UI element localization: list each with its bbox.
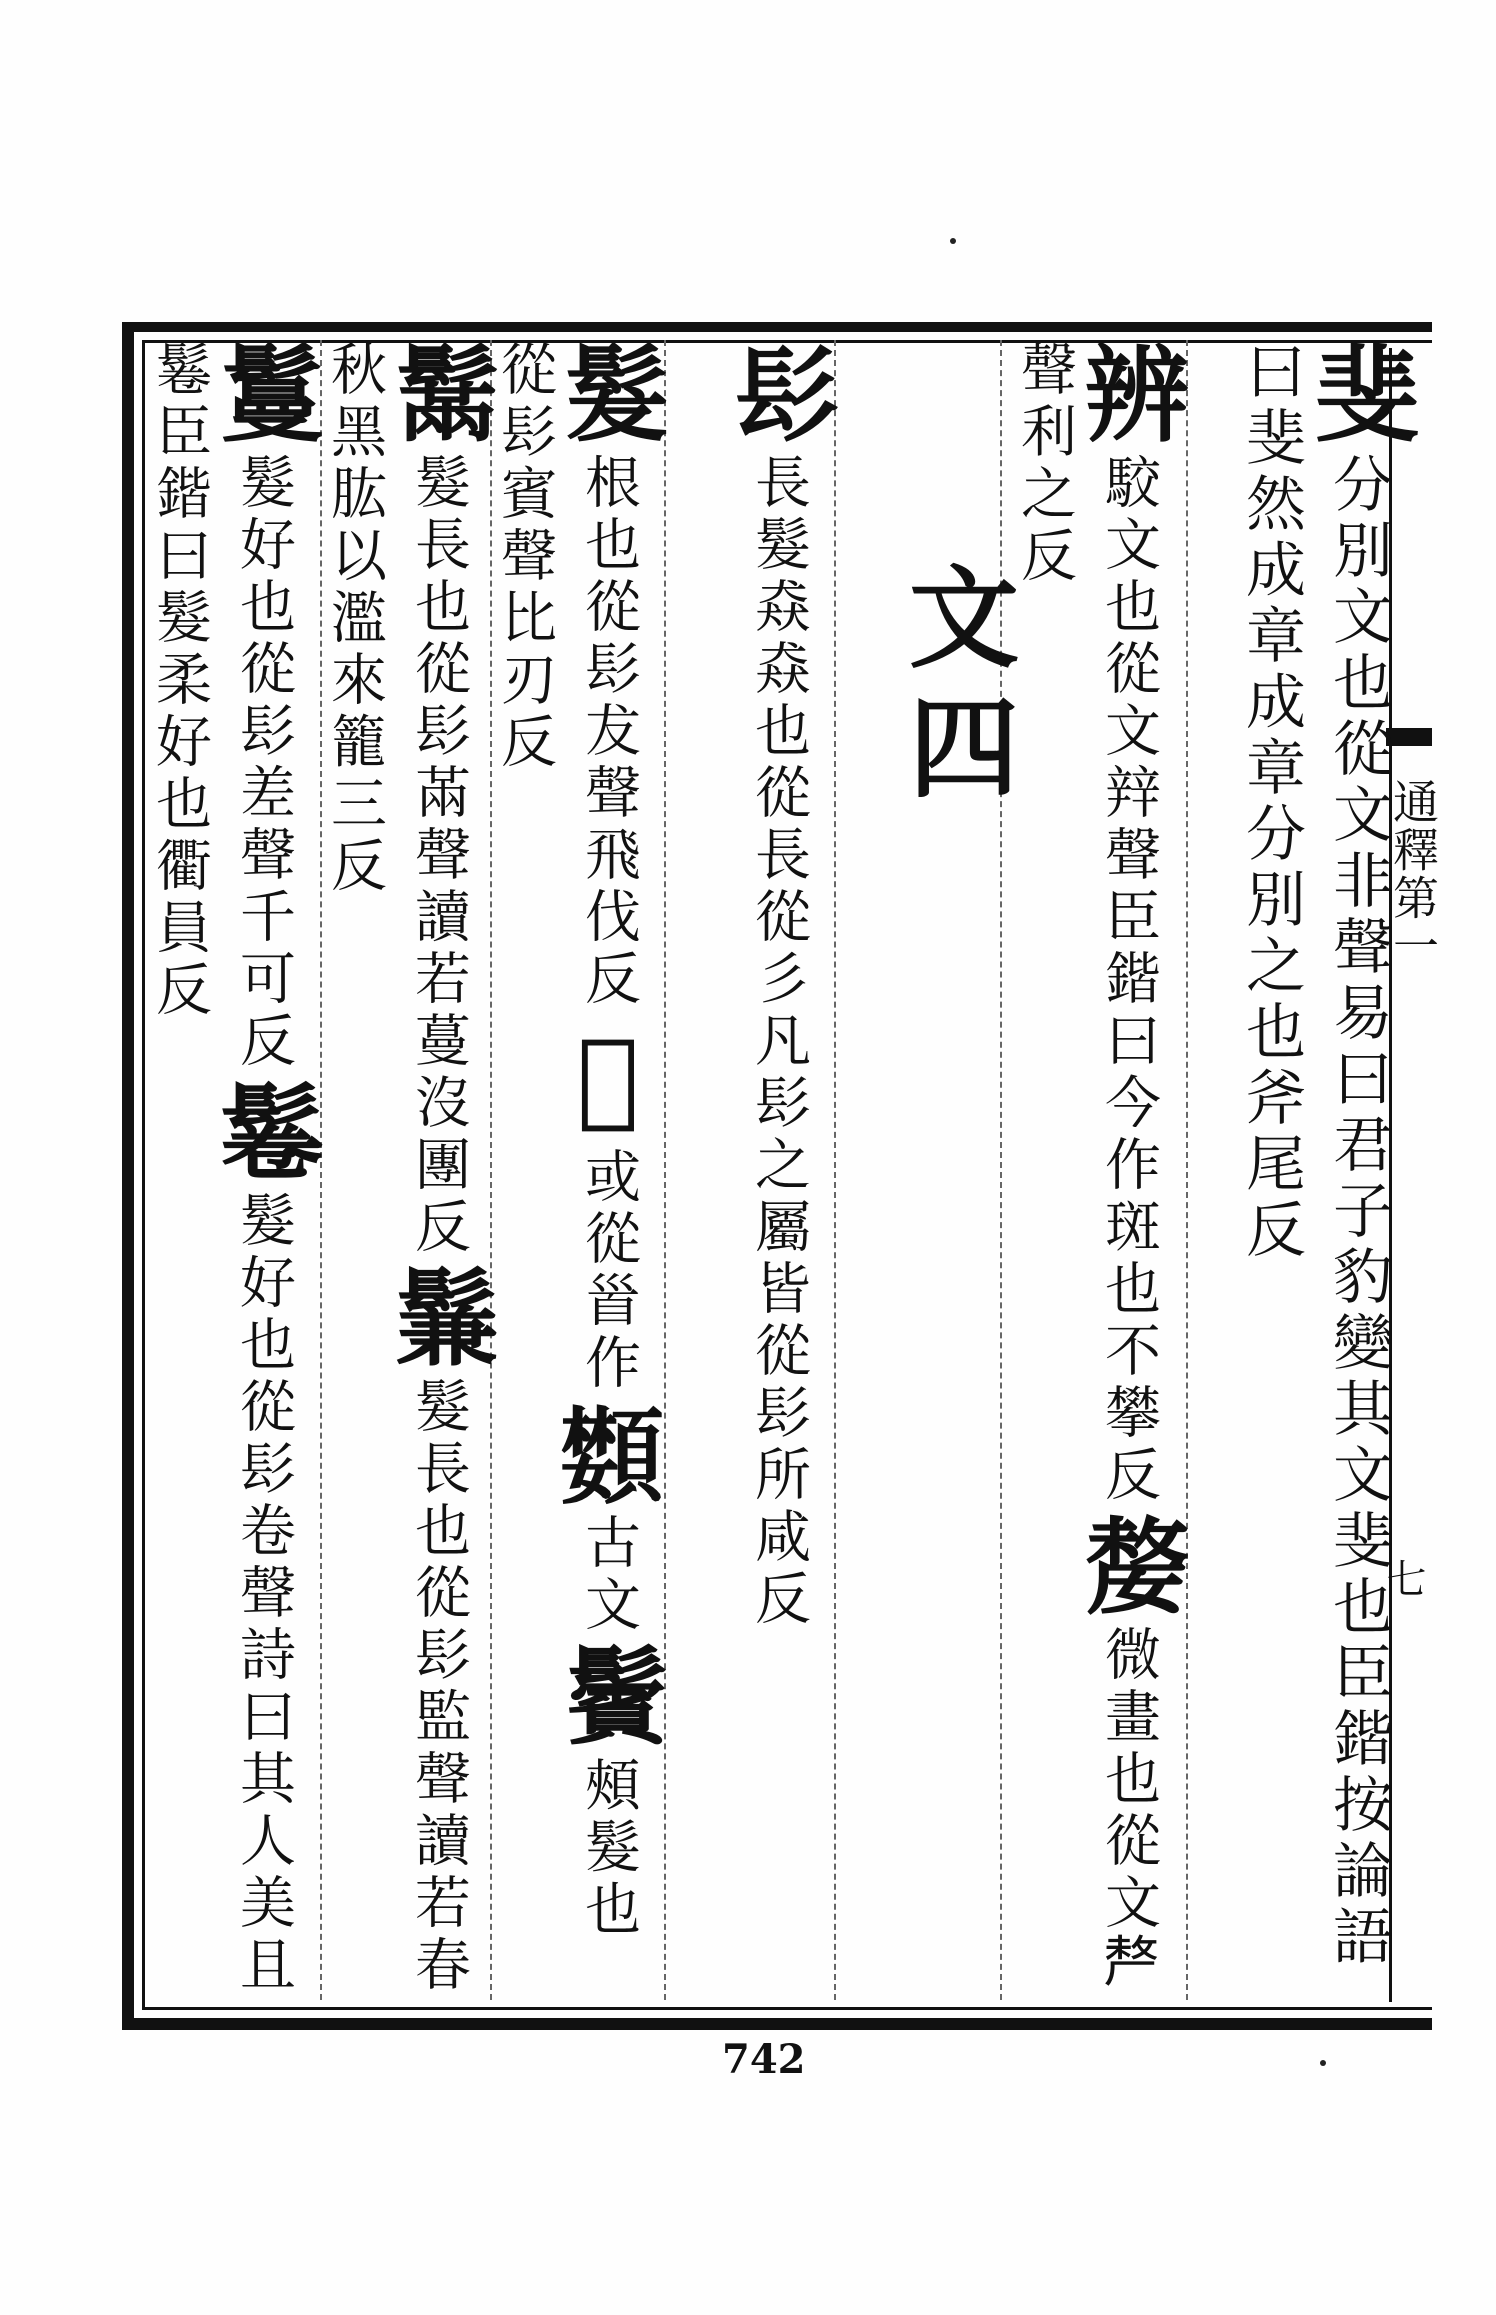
definition-text: 古文 [576, 1513, 641, 1638]
section-title: 文四 [891, 560, 1020, 820]
definition-text: 根也從髟犮聲飛伐反 [576, 453, 641, 1012]
seal-character: 辨 [1067, 340, 1189, 448]
entry-column [1012, 340, 1189, 2000]
margin-title: 通釋第一 [1386, 778, 1440, 970]
section-title-column [880, 560, 1020, 1160]
definition-text: 頰髮也從髟賓聲比刃反 [492, 340, 641, 1942]
seal-character: 髮 [547, 340, 669, 448]
entry-column [147, 340, 324, 2000]
seal-character: 嫠 [1067, 1512, 1189, 1621]
definition-text: 髮好也從髟卷聲詩曰其人美且鬈臣鍇曰髮柔好也衢員反 [147, 340, 296, 1998]
margin-leaf-number: 七 [1380, 1558, 1426, 1598]
definition-text: 髮長也從髟㒼聲讀若蔓沒團反 [406, 453, 471, 1260]
speck [950, 238, 956, 244]
definition-text: 或從𩠐作 [576, 1147, 641, 1396]
column-divider [834, 340, 838, 2000]
speck [1320, 2060, 1326, 2066]
definition-text: 髮好也從髟差聲千可反 [231, 453, 296, 1074]
column-divider [490, 340, 494, 2000]
seal-character: 髟 [717, 340, 839, 448]
seal-character: 鬗 [377, 340, 499, 448]
seal-character: 𩬊 [547, 1016, 669, 1143]
page-number: 742 [722, 2036, 806, 2083]
seal-character: 鬢 [547, 1642, 669, 1751]
seal-character: 𩔵 [547, 1400, 669, 1509]
definition-text: 分別文也從文非聲易曰君子豹變其文斐也臣鍇按論語曰斐然成章成章分別之也斧尾反 [1236, 340, 1393, 1972]
entry-column [492, 340, 669, 2000]
seal-character: 斐 [1297, 340, 1419, 448]
definition-text: 駮文也從文辡聲臣鍇曰今作斑也不攀反 [1096, 453, 1161, 1508]
definition-text: 長髮猋猋也從長從彡凡髟之屬皆從髟所咸反 [746, 453, 811, 1632]
definition-text: 微畫也從文𠩺聲利之反 [1012, 340, 1161, 1998]
seal-character: 鬘 [202, 340, 324, 448]
column-divider [664, 340, 668, 2000]
definition-text: 髮長也從髟監聲讀若春秋黑肱以濫來籠三反 [322, 340, 471, 1998]
entry-column [680, 340, 839, 2000]
entry-column [322, 340, 499, 2000]
column-divider [1186, 340, 1190, 2000]
seal-character: 鬈 [202, 1078, 324, 1187]
seal-character: 鬑 [377, 1264, 499, 1373]
